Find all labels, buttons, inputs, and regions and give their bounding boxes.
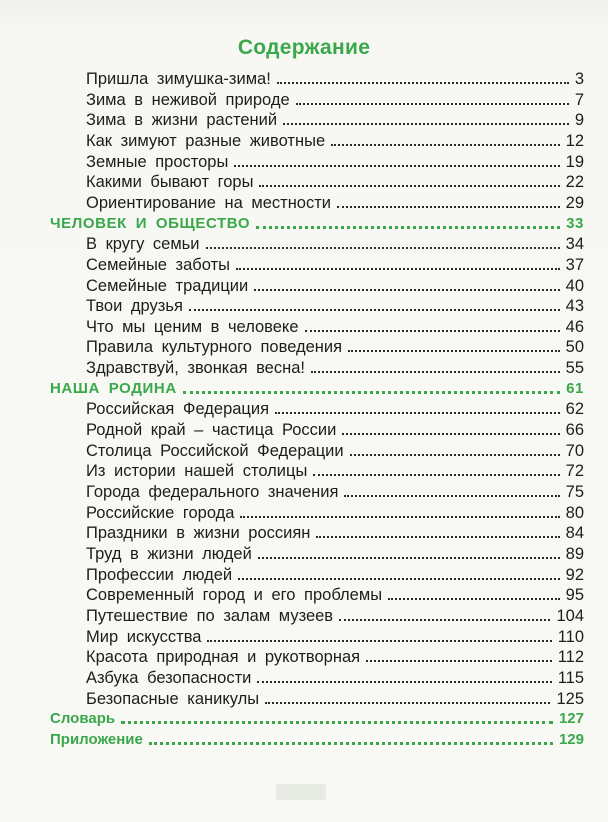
toc-entry	[86, 316, 584, 338]
toc-entry	[86, 151, 584, 173]
toc-entry-title: Современный город и его проблемы	[86, 586, 383, 605]
toc-entry-title: Города федерального значения	[86, 483, 339, 501]
toc-entry-title: Какими бывают горы	[86, 173, 254, 192]
toc-entry-page-number: 55	[565, 359, 584, 378]
dot-leader	[339, 619, 550, 621]
dot-leader	[344, 495, 559, 497]
toc-section	[50, 378, 584, 400]
toc-entry-page-number: 84	[565, 524, 584, 543]
toc-entry-page-number: 61	[566, 379, 584, 397]
dot-leader	[366, 660, 552, 662]
toc-entry-title: Столица Российской Федерации	[86, 441, 344, 460]
dot-leader	[121, 721, 553, 724]
toc-entry	[86, 357, 584, 379]
toc-entry-title: Зима в неживой природе	[86, 90, 290, 109]
toc-entry-page-number: 9	[574, 111, 584, 130]
toc-entry-title: Земные просторы	[86, 152, 229, 171]
dot-leader	[305, 330, 560, 332]
dot-leader	[275, 412, 560, 414]
toc-entry	[86, 584, 584, 606]
toc-entry-page-number: 43	[565, 297, 584, 316]
toc-entry-page-number: 112	[557, 648, 584, 667]
toc-entry	[86, 89, 584, 111]
toc-entry-title: Красота природная и рукотворная	[86, 648, 361, 667]
dot-leader	[265, 702, 550, 704]
toc-entry-page-number: 104	[556, 606, 584, 625]
toc-entry-title: В кругу семьи	[86, 235, 200, 254]
toc-entry-page-number: 37	[565, 255, 584, 274]
toc-entry	[86, 667, 584, 689]
toc-entry	[86, 398, 584, 420]
toc-entry-title: Твои друзья	[86, 297, 183, 316]
toc-entry-title: Российские города	[86, 503, 235, 522]
dot-leader	[189, 309, 560, 311]
toc-entry	[86, 460, 584, 482]
toc-appendix-entry	[50, 708, 584, 730]
toc-entry-page-number: 19	[565, 152, 584, 171]
toc-entry-page-number: 33	[566, 214, 584, 232]
dot-leader	[348, 350, 560, 352]
toc-entry	[86, 522, 584, 544]
toc-entry-title: НАША РОДИНА	[50, 379, 177, 397]
toc-entry	[86, 254, 584, 276]
toc-entry	[86, 605, 584, 627]
toc-entry-title: Из истории нашей столицы	[86, 462, 308, 481]
dot-leader	[311, 371, 560, 373]
dot-leader	[337, 206, 560, 208]
dot-leader	[350, 454, 560, 456]
dot-leader	[296, 103, 569, 105]
dot-leader	[316, 536, 559, 538]
toc-entry	[86, 275, 584, 297]
toc-entry-title: Российская Федерация	[86, 400, 270, 419]
toc-entry-page-number: 127	[558, 710, 584, 728]
toc-entry	[86, 481, 584, 503]
toc-entry-title: Труд в жизни людей	[86, 544, 252, 563]
dot-leader	[342, 433, 559, 435]
toc-entry-title: Как зимуют разные животные	[86, 131, 326, 150]
toc-entry-page-number: 92	[565, 565, 584, 584]
toc-section	[50, 213, 584, 235]
dot-leader	[234, 165, 559, 167]
dot-leader	[277, 82, 569, 84]
toc-entry-page-number: 80	[565, 503, 584, 522]
toc-entry-title: Приложение	[50, 730, 143, 748]
toc-entry	[86, 295, 584, 317]
toc-entry	[86, 192, 584, 214]
toc-entry-title: Пришла зимушка-зима!	[86, 70, 271, 88]
toc-entry-page-number: 29	[565, 193, 584, 212]
toc-entry	[86, 564, 584, 586]
toc-entry-page-number: 66	[565, 421, 584, 440]
dot-leader	[283, 123, 569, 125]
toc-entry	[86, 440, 584, 462]
toc-entry-page-number: 125	[556, 689, 584, 708]
toc-entry-title: Путешествие по залам музеев	[86, 606, 334, 625]
toc-entry-page-number: 95	[565, 586, 584, 605]
toc-entry-page-number: 46	[565, 317, 584, 336]
toc-entry-page-number: 89	[565, 544, 584, 563]
toc-entry	[86, 419, 584, 441]
toc-entry-title: ЧЕЛОВЕК И ОБЩЕСТВО	[50, 214, 251, 232]
toc-entry-page-number: 22	[565, 173, 584, 192]
toc-entry-page-number: 75	[565, 483, 584, 501]
toc-entry-title: Семейные заботы	[86, 255, 230, 274]
dot-leader	[240, 516, 559, 518]
dot-leader	[183, 391, 560, 394]
toc-entry-page-number: 50	[565, 338, 584, 357]
toc-entry-page-number: 115	[557, 668, 584, 687]
dot-leader	[206, 247, 560, 249]
dot-leader	[313, 474, 559, 476]
dot-leader	[256, 226, 560, 229]
toc-entry	[86, 171, 584, 193]
page-number-stamp	[276, 784, 326, 800]
toc-entry	[86, 626, 584, 648]
dot-leader	[149, 742, 553, 745]
toc-entry-title: Ориентирование на местности	[86, 193, 332, 212]
toc-entry	[86, 109, 584, 131]
toc-entry-page-number: 110	[557, 627, 584, 646]
toc-entry-title: Мир искусства	[86, 627, 202, 646]
toc-entry-title: Зима в жизни растений	[86, 111, 278, 130]
toc-entry-title: Словарь	[50, 710, 116, 728]
toc-entry	[86, 336, 584, 358]
toc-entry-title: Праздники в жизни россиян	[86, 524, 311, 543]
toc-entry-page-number: 3	[574, 70, 584, 88]
toc-entry-title: Безопасные каникулы	[86, 689, 260, 708]
dot-leader	[388, 598, 560, 600]
dot-leader	[254, 289, 559, 291]
toc-appendix-entry	[50, 729, 584, 751]
dot-leader	[207, 640, 551, 642]
toc-entry-page-number: 70	[565, 441, 584, 460]
toc-entry-page-number: 129	[558, 730, 584, 748]
toc-entry	[86, 233, 584, 255]
toc-entry-page-number: 12	[565, 131, 584, 150]
toc-entry-title: Здравствуй, звонкая весна!	[86, 359, 305, 378]
toc-entry-title: Семейные традиции	[86, 276, 249, 295]
dot-leader	[258, 557, 560, 559]
toc-entry-title: Правила культурного поведения	[86, 338, 343, 357]
toc-entry-page-number: 62	[565, 400, 584, 419]
dot-leader	[259, 185, 559, 187]
dot-leader	[236, 268, 560, 270]
toc-entry-page-number: 34	[565, 235, 584, 254]
dot-leader	[331, 144, 560, 146]
toc-entry	[86, 68, 584, 90]
toc-entry	[86, 130, 584, 152]
page-title: Содержание	[237, 36, 371, 59]
toc-entry-title: Профессии людей	[86, 565, 233, 584]
toc-entry	[86, 688, 584, 710]
toc-entry	[86, 502, 584, 524]
toc-entry-title: Что мы ценим в человеке	[86, 317, 299, 336]
toc-entry-page-number: 72	[565, 462, 584, 481]
toc-entry-page-number: 40	[565, 276, 584, 295]
dot-leader	[238, 578, 559, 580]
toc-entry-title: Азбука безопасности	[86, 668, 252, 687]
toc-entry-title: Родной край – частица России	[86, 421, 337, 440]
toc-entry	[86, 646, 584, 668]
toc-entry-page-number: 7	[574, 90, 584, 109]
dot-leader	[257, 681, 551, 683]
toc-entry	[86, 543, 584, 565]
